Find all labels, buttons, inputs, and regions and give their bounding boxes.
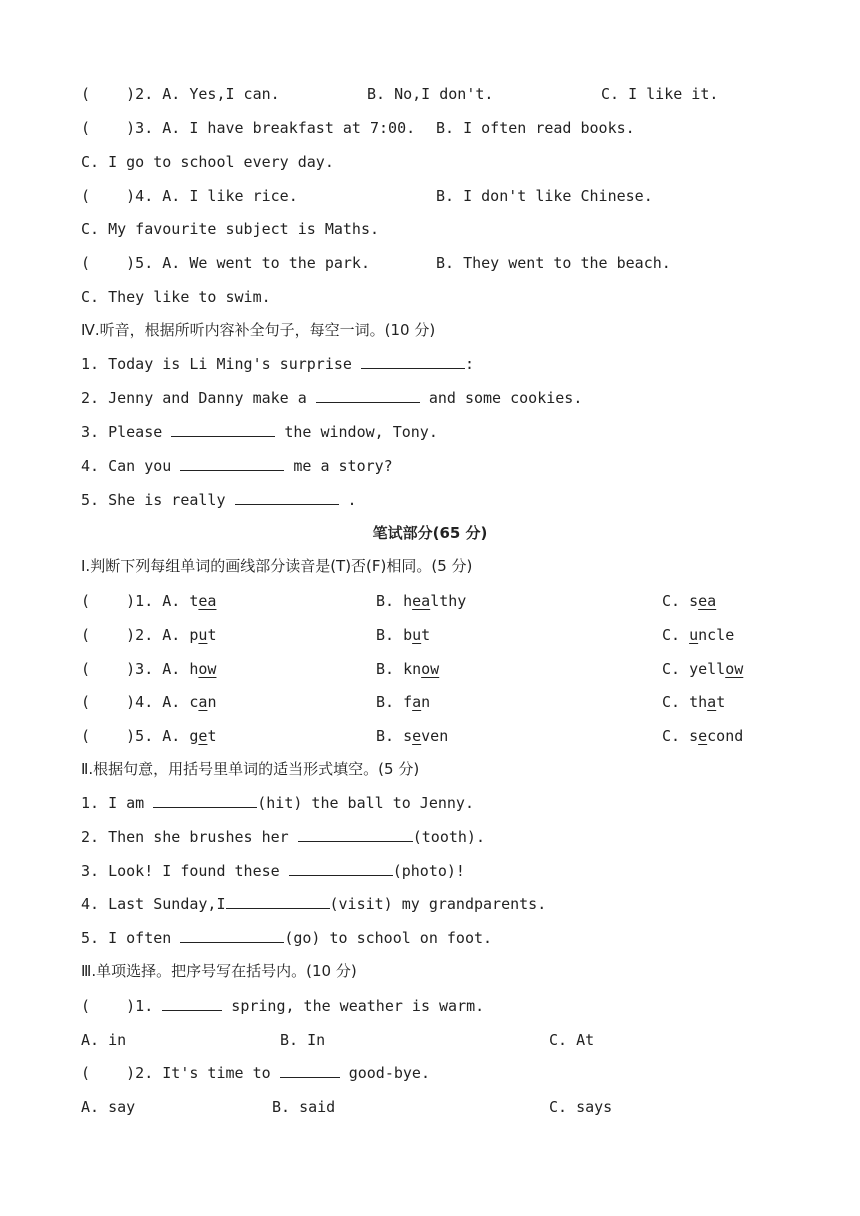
question-3-option-b: B. I often read books. (436, 119, 635, 137)
section-phonics-heading: Ⅰ.判断下列每组单词的画线部分读音是(T)否(F)相同。(5 分) (81, 557, 473, 575)
word-form-sentence-3: 3. Look! I found these (photo)! (81, 862, 465, 880)
question-5-option-b: B. They went to the beach. (436, 254, 671, 272)
answer-blank[interactable] (361, 354, 465, 369)
fill-sentence-3: 3. Please the window, Tony. (81, 423, 438, 441)
question-2-stem: ( )2. A. Yes,I can. (81, 85, 280, 103)
question-5-option-c: C. They like to swim. (81, 288, 271, 306)
question-4-option-c: C. My favourite subject is Maths. (81, 220, 380, 238)
answer-blank[interactable] (180, 456, 284, 471)
phonics-row-5-b: B. seven (376, 727, 449, 745)
answer-blank[interactable] (280, 1063, 340, 1078)
answer-blank[interactable] (162, 996, 222, 1011)
phonics-row-5-c: C. second (662, 727, 744, 745)
choice-2-option-b: B. said (272, 1098, 336, 1116)
phonics-row-4-c: C. that (662, 693, 726, 711)
phonics-row-1-b: B. healthy (376, 592, 467, 610)
choice-1-option-b: B. In (280, 1031, 326, 1049)
phonics-row-4: ( )4. A. can (81, 693, 217, 711)
question-2-option-c: C. I like it. (601, 85, 719, 103)
word-form-sentence-1: 1. I am (hit) the ball to Jenny. (81, 794, 474, 812)
choice-1-option-a: A. in (81, 1031, 127, 1049)
answer-blank[interactable] (180, 928, 284, 943)
phonics-row-3: ( )3. A. how (81, 660, 217, 678)
answer-blank[interactable] (235, 490, 339, 505)
fill-sentence-1: 1. Today is Li Ming's surprise : (81, 355, 474, 373)
phonics-row-1-c: C. sea (662, 592, 717, 610)
choice-2-option-a: A. say (81, 1098, 136, 1116)
question-4-option-b: B. I don't like Chinese. (436, 187, 653, 205)
word-form-sentence-2: 2. Then she brushes her (tooth). (81, 828, 485, 846)
fill-sentence-5: 5. She is really . (81, 491, 357, 509)
phonics-row-2-c: C. uncle (662, 626, 735, 644)
answer-blank[interactable] (316, 388, 420, 403)
word-form-sentence-5: 5. I often (go) to school on foot. (81, 929, 493, 947)
choice-1-option-c: C. At (549, 1031, 595, 1049)
phonics-row-2-b: B. but (376, 626, 431, 644)
phonics-row-4-b: B. fan (376, 693, 431, 711)
section-choice-heading: Ⅲ.单项选择。把序号写在括号内。(10 分) (81, 962, 357, 980)
phonics-row-3-b: B. know (376, 660, 440, 678)
choice-2-option-c: C. says (549, 1098, 613, 1116)
question-4-stem: ( )4. A. I like rice. (81, 187, 298, 205)
word-form-sentence-4: 4. Last Sunday,I (visit) my grandparents. (81, 895, 547, 913)
question-3-option-c: C. I go to school every day. (81, 153, 334, 171)
answer-blank[interactable] (153, 793, 257, 808)
question-5-stem: ( )5. A. We went to the park. (81, 254, 370, 272)
phonics-row-3-c: C. yellow (662, 660, 744, 678)
phonics-row-5: ( )5. A. get (81, 727, 217, 745)
phonics-row-1: ( )1. A. tea (81, 592, 217, 610)
written-part-title: 笔试部分(65 分) (372, 524, 488, 542)
question-3-stem: ( )3. A. I have breakfast at 7:00. (81, 119, 416, 137)
answer-blank[interactable] (226, 894, 330, 909)
answer-blank[interactable] (171, 422, 275, 437)
choice-question-2: ( )2. It's time to good-bye. (81, 1064, 430, 1082)
answer-blank[interactable] (289, 861, 393, 876)
question-2-option-b: B. No,I don't. (367, 85, 494, 103)
choice-question-1: ( )1. spring, the weather is warm. (81, 997, 485, 1015)
answer-blank[interactable] (298, 827, 413, 842)
fill-sentence-4: 4. Can you me a story? (81, 457, 393, 475)
section-4-heading: Ⅳ.听音，根据所听内容补全句子，每空一词。(10 分) (81, 321, 436, 339)
fill-sentence-2: 2. Jenny and Danny make a and some cookies. (81, 389, 583, 407)
phonics-row-2: ( )2. A. put (81, 626, 217, 644)
section-word-forms-heading: Ⅱ.根据句意，用括号里单词的适当形式填空。(5 分) (81, 760, 420, 778)
